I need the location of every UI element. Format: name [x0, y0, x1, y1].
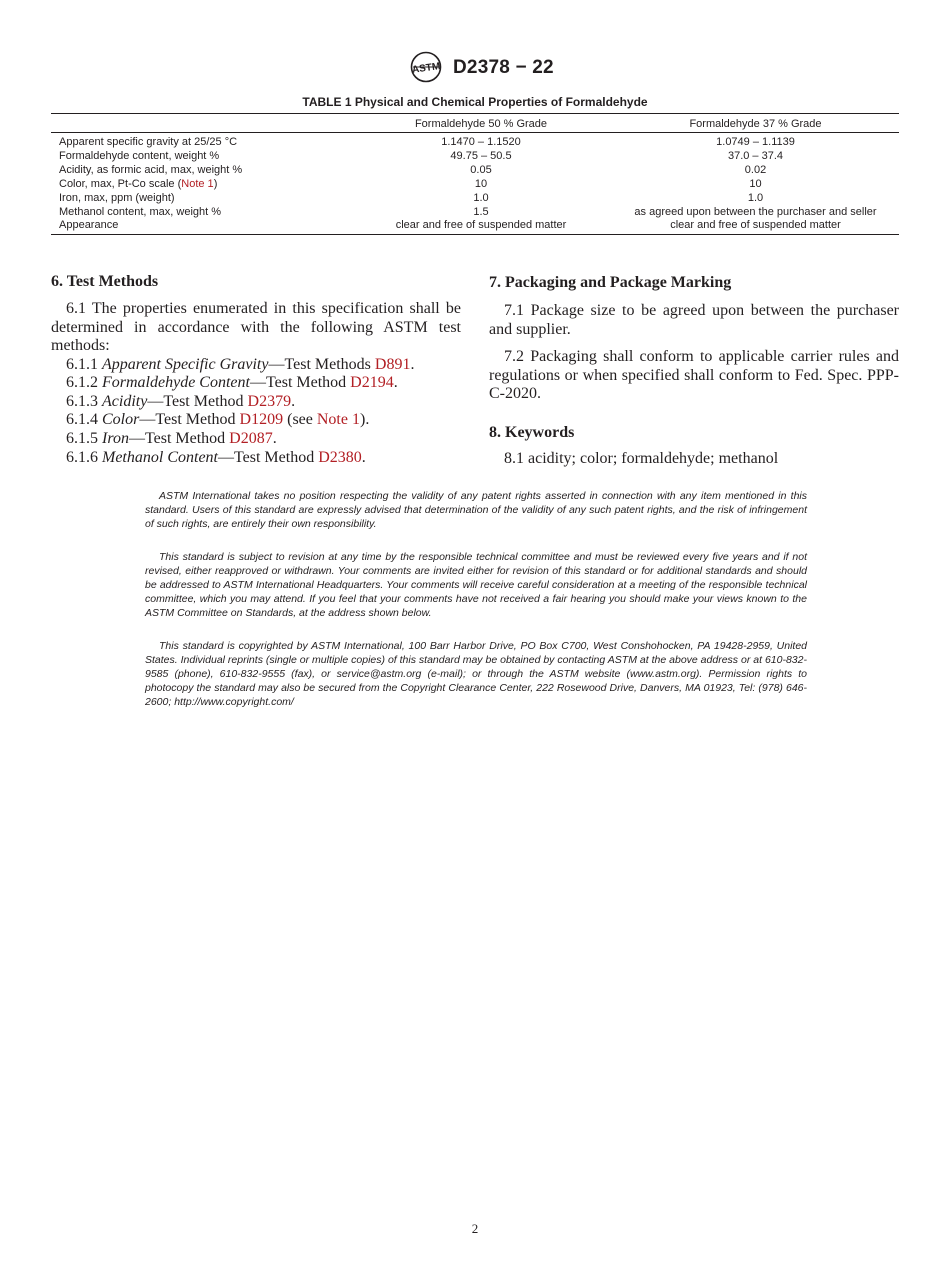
item-suffix: . — [410, 356, 415, 373]
d2194-link[interactable]: D2194 — [350, 374, 394, 391]
row-grade50: 0.05 — [470, 164, 492, 176]
row-property: Iron, max, ppm (weight) — [59, 192, 175, 204]
row-grade50: 1.0 — [473, 192, 489, 204]
note-1-link[interactable]: Note 1 — [316, 411, 360, 428]
item-number: 6.1.1 — [66, 356, 98, 373]
row-grade37: 1.0749 – 1.1139 — [716, 136, 795, 148]
item-suffix: . — [361, 449, 366, 466]
item-text: —Test Method — [249, 374, 351, 391]
item-text: —Test Method — [217, 449, 319, 466]
table-bottom-rule — [51, 234, 899, 235]
row-grade37: 37.0 – 37.4 — [727, 150, 784, 162]
list-item — [66, 393, 295, 412]
section-7-para-2: 7.2 Packaging shall conform to applicable carrier rules and regulations or when specified shall conform to Fed. Spec. PPP-C-2020. — [489, 348, 899, 402]
svg-text:ASTM: ASTM — [411, 61, 442, 76]
row-property: Apparent specific gravity at 25/25 °C — [59, 136, 238, 148]
item-suffix: ). — [359, 411, 370, 428]
item-suffix: . — [291, 393, 296, 410]
item-text: (see — [283, 411, 317, 428]
row-property-text: Color, max, Pt-Co scale ( — [59, 178, 182, 190]
astm-logo-icon — [409, 51, 443, 83]
section-8-heading: 8. Keywords — [489, 424, 575, 441]
row-property: Appearance — [59, 219, 119, 231]
item-text: —Test Methods — [268, 356, 375, 373]
row-property-suffix: ) — [213, 178, 218, 190]
row-grade37: 1.0 — [747, 192, 764, 204]
item-suffix: . — [272, 430, 277, 447]
table-header-rule — [51, 132, 899, 133]
item-term: Acidity — [102, 393, 148, 410]
table-title: TABLE 1 Physical and Chemical Properties of Formaldehyde — [302, 95, 648, 109]
row-property: Acidity, as formic acid, max, weight % — [59, 164, 243, 176]
list-item — [66, 449, 366, 468]
row-grade50: 1.5 — [473, 206, 489, 218]
item-number: 6.1.2 — [66, 374, 98, 391]
item-number: 6.1.3 — [66, 393, 98, 410]
d1209-link[interactable]: D1209 — [239, 411, 284, 428]
item-term: Methanol Content — [102, 449, 218, 466]
item-term: Formaldehyde Content — [102, 374, 250, 391]
copyright-notice: This standard is copyrighted by ASTM International, 100 Barr Harbor Drive, PO Box C700, West Conshohocken, PA 19428-2959, United States. Individual reprints (single or multiple copies) of this standard may be obtained by contacting ASTM at the above address or at 610-832-9585 (phone), 610-832-9555 (fax), or service@astm.org (e-mail); or through the ASTM website (www.astm.org). Permission rights to photocopy the standard may also be secured from the Copyright Clearance Center, 222 Rosewood Drive, Danvers, MA 01923, Tel: (978) 646-2600; http://www.copyright.com/ — [145, 640, 807, 708]
table-top-rule — [51, 113, 899, 114]
revision-notice: This standard is subject to revision at any time by the responsible technical committee and must be reviewed every five years and if not revised, either reapproved or withdrawn. Your comments are invited either for revision of this standard or for additional standards and should be addressed to ASTM International Headquarters. Your comments will receive careful consideration at a meeting of the responsible technical committee, which you may attend. If you feel that your comments have not received a fair hearing you should make your views known to the ASTM Committee on Standards, at the address shown below. — [145, 551, 807, 619]
item-number: 6.1.4 — [66, 411, 98, 428]
section-6-heading: 6. Test Methods — [51, 273, 159, 290]
row-grade50: 49.75 – 50.5 — [450, 150, 512, 162]
page-number: 2 — [471, 1221, 479, 1236]
item-term: Iron — [102, 430, 129, 447]
row-grade37: 0.02 — [744, 164, 767, 176]
row-grade50: clear and free of suspended matter — [395, 219, 567, 231]
section-8-para-1: 8.1 acidity; color; formaldehyde; methanol — [504, 450, 779, 467]
row-grade50: 1.1470 – 1.1520 — [441, 136, 521, 148]
item-number: 6.1.5 — [66, 430, 98, 447]
row-property: Methanol content, max, weight % — [59, 206, 222, 218]
item-text: —Test Method — [128, 430, 230, 447]
row-property — [59, 177, 217, 191]
table-header-grade50: Formaldehyde 50 % Grade — [414, 118, 548, 130]
document-id: D2378 − 22 — [453, 57, 554, 78]
item-text: —Test Method — [147, 393, 248, 410]
section-7-para-1: 7.1 Package size to be agreed upon between the purchaser and supplier. — [489, 302, 899, 338]
d891-link[interactable]: D891 — [374, 356, 411, 373]
d2087-link[interactable]: D2087 — [229, 430, 273, 447]
list-item — [66, 374, 398, 393]
row-property: Formaldehyde content, weight % — [59, 150, 220, 162]
row-grade50: 10 — [474, 178, 488, 190]
table-header-grade37: Formaldehyde 37 % Grade — [689, 118, 822, 130]
row-grade37: clear and free of suspended matter — [670, 219, 841, 231]
section-7-heading: 7. Packaging and Package Marking — [489, 274, 732, 291]
d2379-link[interactable]: D2379 — [247, 393, 292, 410]
d2380-link[interactable]: D2380 — [318, 449, 362, 466]
row-grade37: as agreed upon between the purchaser and seller — [634, 206, 877, 218]
item-term: Apparent Specific Gravity — [102, 356, 269, 373]
patent-notice: ASTM International takes no position respecting the validity of any patent rights asserted in connection with any item mentioned in this standard. Users of this standard are expressly advised that determination of the validity of any such patent rights, and the risk of infringement of such rights, are entirely their own responsibility. — [145, 490, 807, 530]
list-item — [66, 411, 369, 430]
item-number: 6.1.6 — [66, 449, 98, 466]
list-item — [66, 356, 414, 375]
item-term: Color — [102, 411, 140, 428]
section-6-intro: 6.1 The properties enumerated in this specification shall be determined in accordance with the following ASTM test methods: — [51, 300, 461, 354]
list-item — [66, 430, 277, 449]
row-grade37: 10 — [749, 178, 762, 190]
item-suffix: . — [393, 374, 398, 391]
note-1-link[interactable]: Note 1 — [181, 178, 214, 190]
item-text: —Test Method — [139, 411, 240, 428]
